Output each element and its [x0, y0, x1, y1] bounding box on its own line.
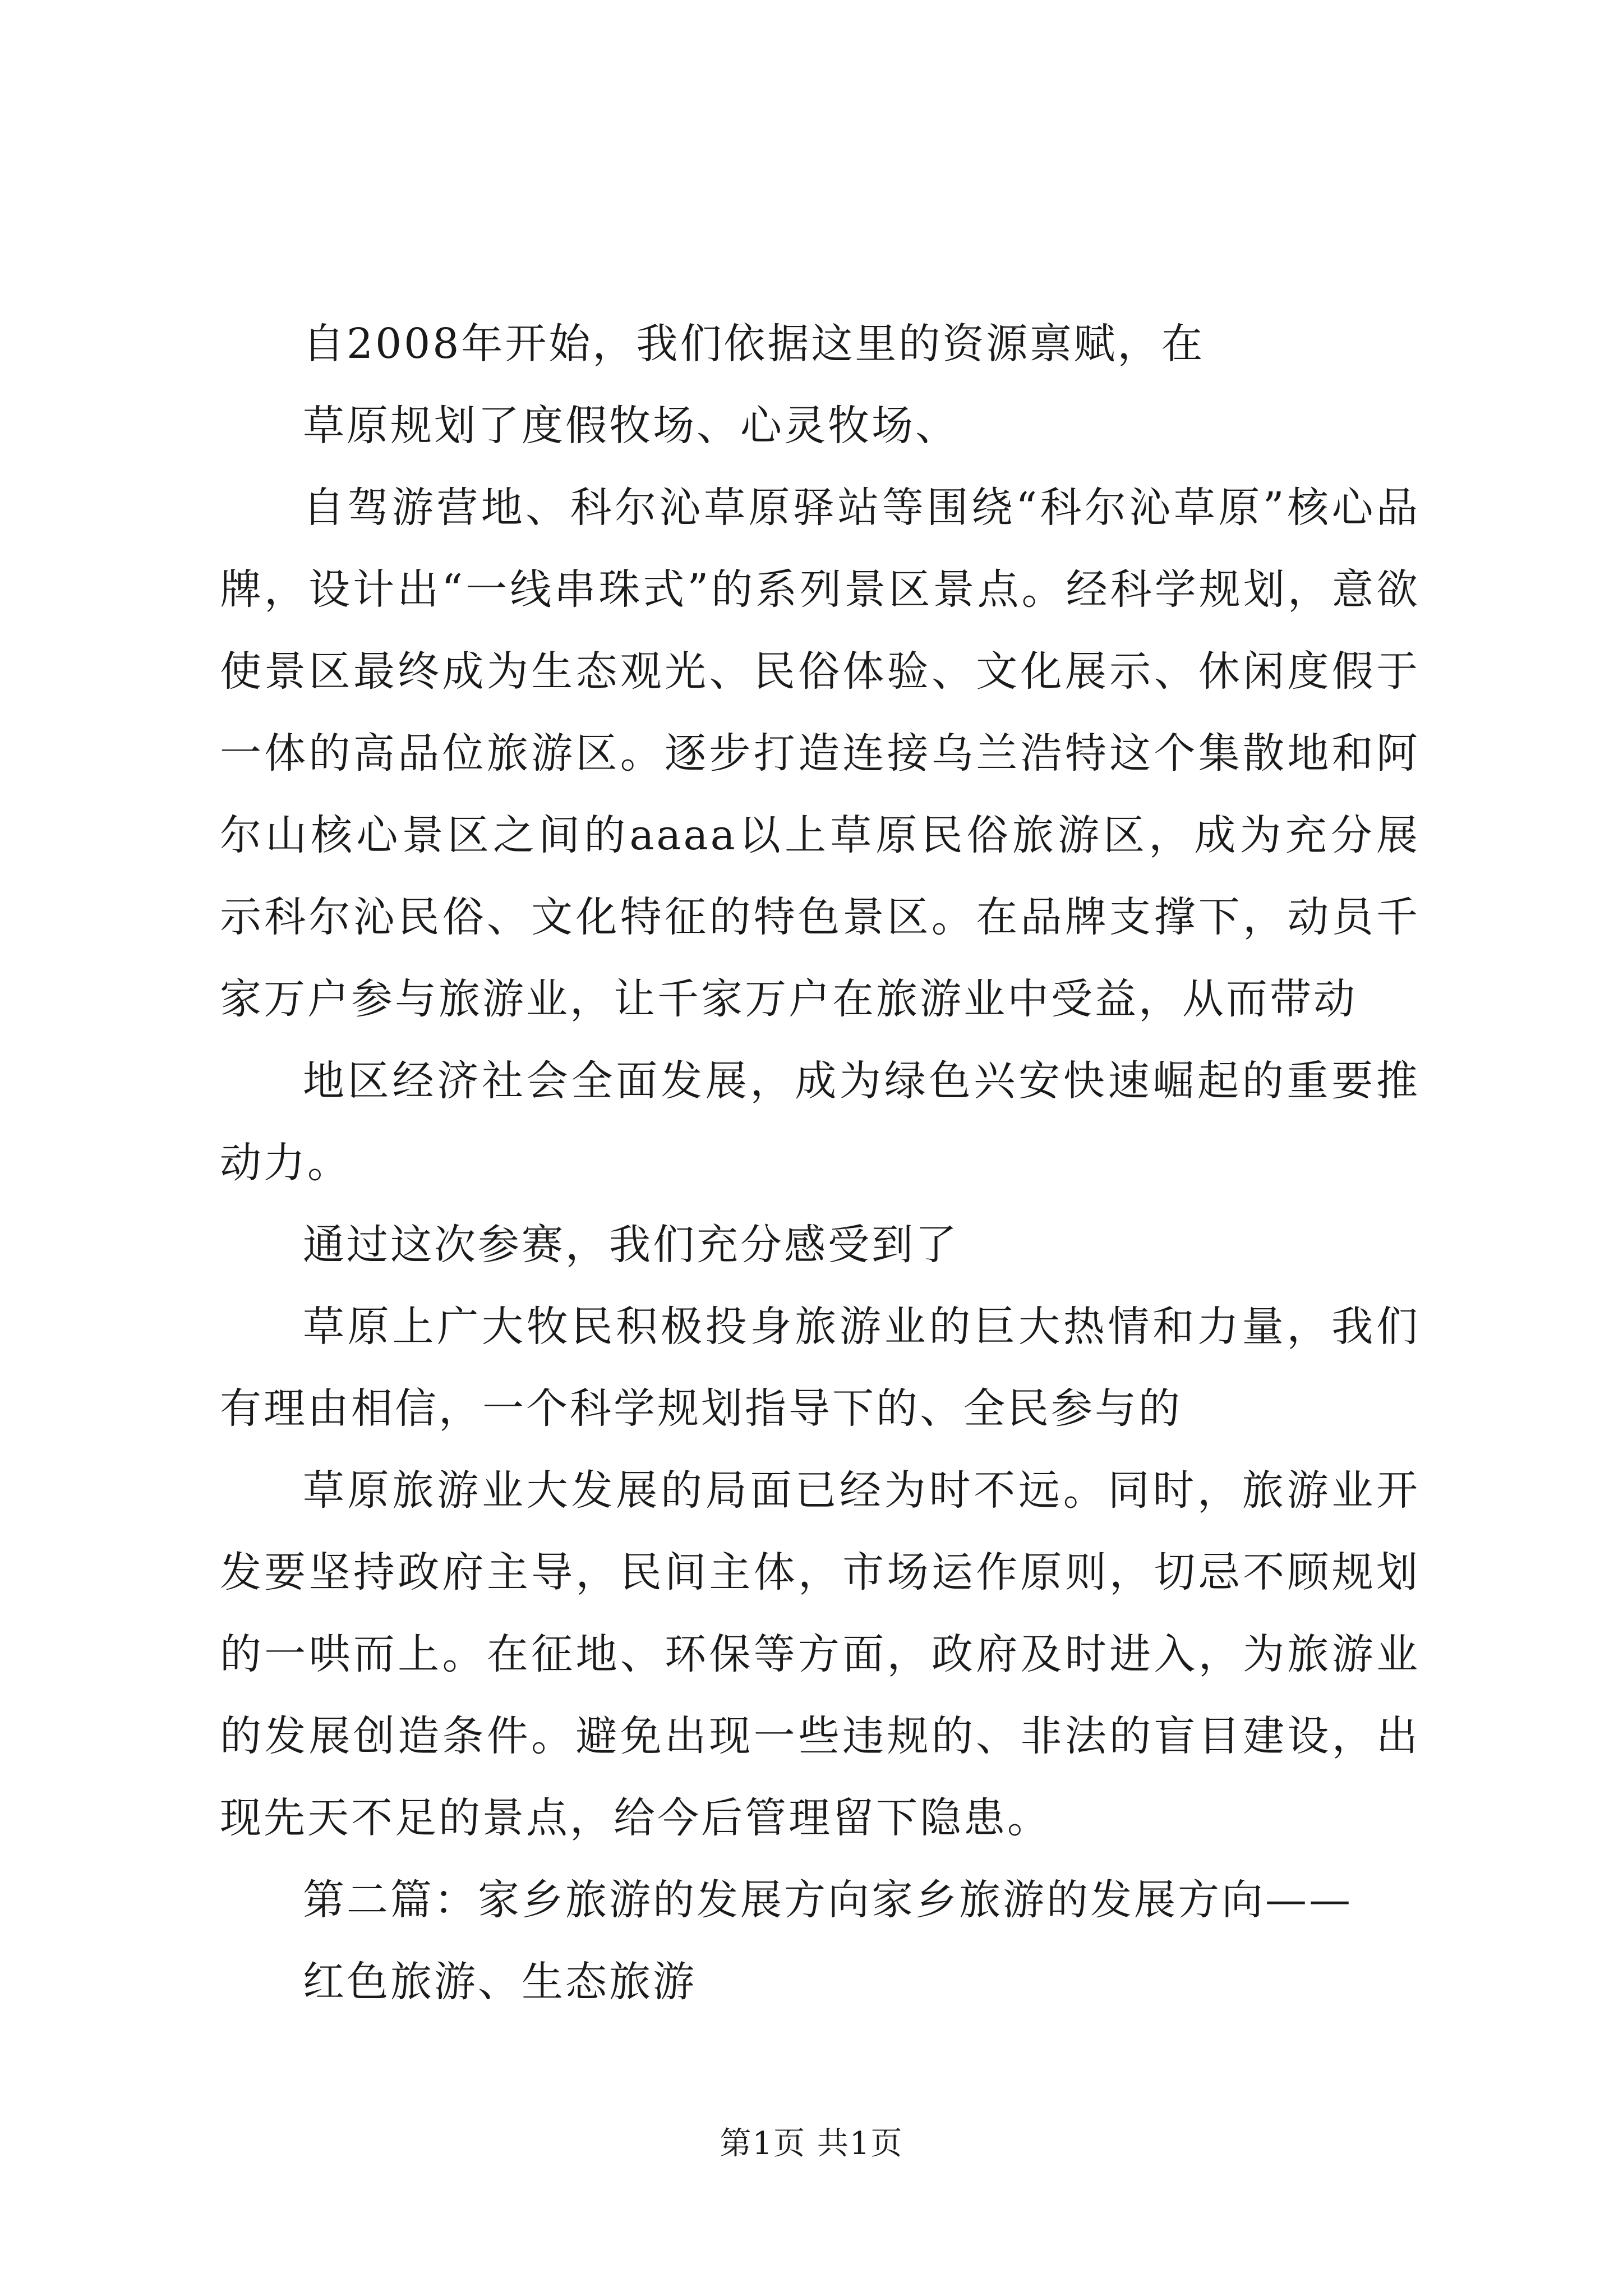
paragraph: 草原上广大牧民积极投身旅游业的巨大热情和力量，我们有理由相信，一个科学规划指导下的、全民参与的: [220, 1303, 1420, 1433]
paragraph: 草原规划了度假牧场、心灵牧场、: [303, 402, 959, 450]
paragraph: 自2008年开始，我们依据这里的资源禀赋，在: [303, 320, 1205, 368]
section-heading: 第二篇：家乡旅游的发展方向家乡旅游的发展方向——: [303, 1876, 1353, 1924]
paragraph: 自驾游营地、科尔沁草原驿站等围绕“科尔沁草原”核心品牌，设计出“一线串珠式”的系列景区景点。经科学规划，意欲使景区最终成为生态观光、民俗体验、文化展示、休闲度假于一体的高品位旅游区。逐步打造连接乌兰浩特这个集散地和阿尔山核心景区之间的aaaa以上草原民俗旅游区，成为充分展示科尔沁民俗、文化特征的特色景区。在品牌支撑下，动员千家万户参与旅游业，让千家万户在旅游业中受益，从而带动: [220, 484, 1420, 1023]
paragraph: 红色旅游、生态旅游: [303, 1958, 697, 2006]
paragraph: 地区经济社会全面发展，成为绿色兴安快速崛起的重要推动力。: [220, 1057, 1420, 1187]
paragraph: 草原旅游业大发展的局面已经为时不远。同时，旅游业开发要坚持政府主导，民间主体，市场运作原则，切忌不顾规划的一哄而上。在征地、环保等方面，政府及时进入，为旅游业的发展创造条件。避免出现一些违规的、非法的盲目建设，出现先天不足的景点，给今后管理留下隐患。: [220, 1466, 1420, 1842]
page-footer: [0, 2122, 1623, 2166]
paragraph: 通过这次参赛，我们充分感受到了: [303, 1221, 959, 1269]
page-number: 第1页 共1页: [720, 2125, 903, 2162]
document-body: [220, 303, 1420, 2023]
